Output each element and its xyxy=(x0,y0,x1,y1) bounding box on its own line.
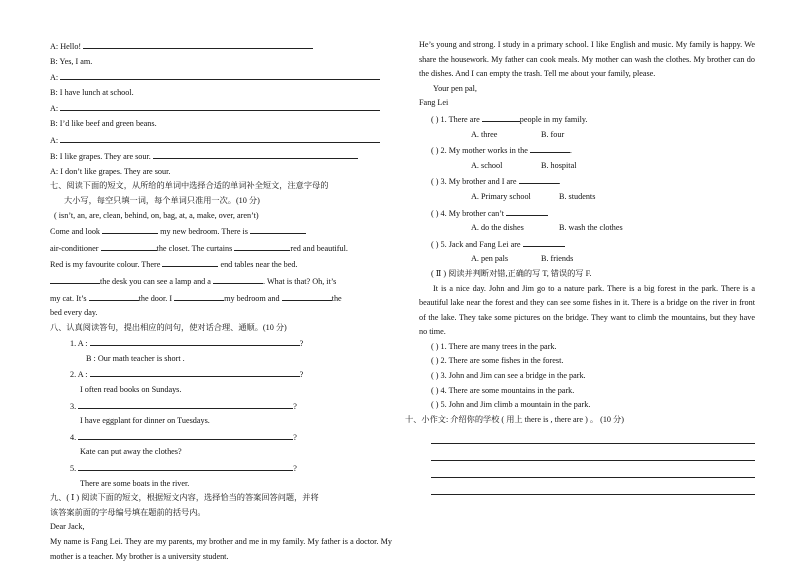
answer-blank[interactable] xyxy=(83,38,313,49)
answer-blank[interactable] xyxy=(60,69,380,80)
answer-bracket[interactable]: ( ) xyxy=(431,114,439,124)
letter-body-part1: My name is Fang Lei. They are my parents, my brother and me in my family. My father is a doctor. My mother is a teacher. My brother is a university student. xyxy=(50,537,392,561)
dialogue-line: B: I like grapes. They are sour. xyxy=(50,148,392,165)
mc-question: ( ) 4. My brother can’t xyxy=(419,205,755,222)
section-8-title: 八、认真阅读答句，提出相应的问句，使对话合理、通顺。(10 分) xyxy=(50,322,287,332)
tf-item: ( ) 3. John and Jim can see a bridge in the park. xyxy=(431,371,586,381)
option-a[interactable]: A. do the dishes xyxy=(471,223,524,233)
tf-item: ( ) 1. There are many trees in the park. xyxy=(431,341,557,351)
option-a[interactable]: A. Primary school xyxy=(471,191,531,201)
answer-blank[interactable] xyxy=(506,205,548,216)
option-a[interactable]: A. school xyxy=(471,160,503,170)
cloze-blank[interactable] xyxy=(89,290,139,301)
left-column xyxy=(50,38,392,564)
dialogue-line: B: Yes, I am. xyxy=(50,56,93,66)
section-7-title: 七、阅读下面的短文，从所给的单词中选择合适的单词补全短文，注意字母的 xyxy=(50,181,329,191)
option-a[interactable]: A. three xyxy=(471,129,498,139)
word-bank: ( isn’t, an, are, clean, behind, on, bag, at, a, make, over, aren’t) xyxy=(54,210,259,220)
option-b[interactable]: B. students xyxy=(559,191,596,201)
cloze-line: my cat. It’s the door. I my bedroom and the xyxy=(50,290,392,307)
reading-passage: It is a nice day. John and Jim go to a nature park. There is a big forest in the park. There is a beautiful lake near the forest and they can see some fishes in it. There is a bridge on the river in front of the lake. They take some pictures on the bridge. They want to climb the mountains, but they have no time. xyxy=(419,283,755,337)
answer-blank[interactable] xyxy=(78,460,293,471)
section-9-title: 九、( Ⅰ ) 阅读下面的短文，根据短文内容，选择恰当的答案回答问题，并将 xyxy=(50,493,319,503)
section-10-title: 十、小作文: 介绍你的学校 ( 用上 there is , there are ) 。 (10 分) xyxy=(405,414,624,424)
writing-line[interactable] xyxy=(431,444,755,461)
writing-line[interactable] xyxy=(431,427,755,444)
mc-options xyxy=(419,128,755,143)
dialogue-line: A: xyxy=(50,69,392,86)
answer-line: I often read books on Sundays. xyxy=(80,385,182,395)
answer-bracket[interactable]: ( ) xyxy=(431,341,439,351)
answer-blank[interactable] xyxy=(60,132,380,143)
question-item: 1. A : ? xyxy=(50,335,392,352)
answer-bracket[interactable]: ( ) xyxy=(431,371,439,381)
section-9b-title: ( Ⅱ ) 阅读并判断对错,正确的写 T, 错误的写 F. xyxy=(431,268,592,278)
question-item: 4. ? xyxy=(50,429,392,446)
answer-bracket[interactable]: ( ) xyxy=(431,385,439,395)
cloze-blank[interactable] xyxy=(250,223,306,234)
answer-blank[interactable] xyxy=(519,173,559,184)
answer-bracket[interactable]: ( ) xyxy=(431,208,439,218)
dialogue-line: A: Hello! xyxy=(50,38,392,55)
letter-body-part2: He’s young and strong. I study in a primary school. I like English and music. My family is happy. We share the housework. My father can cook meals. My mother can wash the clothes. My brother can do the dishes. And I can empty the trash. Tell me about your family, please. xyxy=(419,40,755,79)
cloze-blank[interactable] xyxy=(282,290,332,301)
mc-options xyxy=(419,252,755,267)
answer-line: B : Our math teacher is short . xyxy=(86,353,185,363)
letter-signature: Fang Lei xyxy=(419,98,449,108)
dialogue-line: B: I’d like beef and green beans. xyxy=(50,118,157,128)
option-a[interactable]: A. pen pals xyxy=(471,254,509,264)
option-b[interactable]: B. hospital xyxy=(541,160,577,170)
writing-line[interactable] xyxy=(431,461,755,478)
cloze-blank[interactable] xyxy=(102,223,158,234)
answer-line: Kate can put away the clothes? xyxy=(80,447,182,457)
writing-line[interactable] xyxy=(431,478,755,495)
dialogue-line: A: I don’t like grapes. They are sour. xyxy=(50,166,171,176)
option-b[interactable]: B. four xyxy=(541,129,565,139)
cloze-blank[interactable] xyxy=(50,273,100,284)
answer-blank[interactable] xyxy=(90,366,300,377)
answer-blank[interactable] xyxy=(482,111,520,122)
answer-blank[interactable] xyxy=(523,236,565,247)
mc-question: ( ) 3. My brother and I are . xyxy=(419,173,755,190)
answer-blank[interactable] xyxy=(90,335,300,346)
answer-bracket[interactable]: ( ) xyxy=(431,400,439,410)
question-item: 2. A : ? xyxy=(50,366,392,383)
tf-item: ( ) 2. There are some fishes in the forest. xyxy=(431,356,564,366)
right-column xyxy=(405,38,755,495)
cloze-blank[interactable] xyxy=(174,290,224,301)
section-9-title-cont: 该答案前面的字母编号填在题前的括号内。 xyxy=(50,507,206,517)
answer-bracket[interactable]: ( ) xyxy=(431,356,439,366)
mc-options xyxy=(419,221,755,236)
mc-question: ( ) 2. My mother works in the . xyxy=(419,142,755,159)
tf-item: ( ) 4. There are some mountains in the park. xyxy=(431,385,575,395)
answer-blank[interactable] xyxy=(60,100,380,111)
answer-blank[interactable] xyxy=(78,398,293,409)
section-7-title-cont: 大小写，每空只填一词，每个单词只准用一次。(10 分) xyxy=(64,195,260,205)
cloze-blank[interactable] xyxy=(234,240,290,251)
answer-blank[interactable] xyxy=(530,142,570,153)
answer-blank[interactable] xyxy=(78,429,293,440)
dialogue-line: A: xyxy=(50,132,392,149)
mc-options xyxy=(419,190,755,205)
cloze-line: Red is my favourite colour. There end tables near the bed. xyxy=(50,256,392,273)
option-b[interactable]: B. wash the clothes xyxy=(559,223,623,233)
mc-question: ( ) 5. Jack and Fang Lei are xyxy=(419,236,755,253)
answer-line: I have eggplant for dinner on Tuesdays. xyxy=(80,416,210,426)
cloze-blank[interactable] xyxy=(213,273,263,284)
cloze-line: Come and look my new bedroom. There is xyxy=(50,223,392,240)
dialogue-line: A: xyxy=(50,100,392,117)
dialogue-line: B: I have lunch at school. xyxy=(50,87,134,97)
answer-line: There are some boats in the river. xyxy=(80,478,190,488)
mc-options xyxy=(419,159,755,174)
answer-blank[interactable] xyxy=(153,148,358,159)
cloze-line: bed every day. xyxy=(50,308,98,318)
answer-bracket[interactable]: ( ) xyxy=(431,146,439,156)
question-item: 3. ? xyxy=(50,398,392,415)
answer-bracket[interactable]: ( ) xyxy=(431,239,439,249)
option-b[interactable]: B. friends xyxy=(541,254,574,264)
letter-greeting: Dear Jack, xyxy=(50,522,85,532)
cloze-blank[interactable] xyxy=(162,256,218,267)
mc-question: ( ) 1. There are people in my family. xyxy=(419,111,755,128)
letter-closing: Your pen pal, xyxy=(433,83,477,93)
question-item: 5. ? xyxy=(50,460,392,477)
cloze-blank[interactable] xyxy=(101,240,157,251)
cloze-line: the desk you can see a lamp and a . What is that? Oh, it’s xyxy=(50,273,392,290)
cloze-line: air-conditioner the closet. The curtains red and beautiful. xyxy=(50,240,392,257)
tf-item: ( ) 5. John and Jim climb a mountain in the park. xyxy=(431,400,591,410)
answer-bracket[interactable]: ( ) xyxy=(431,177,439,187)
